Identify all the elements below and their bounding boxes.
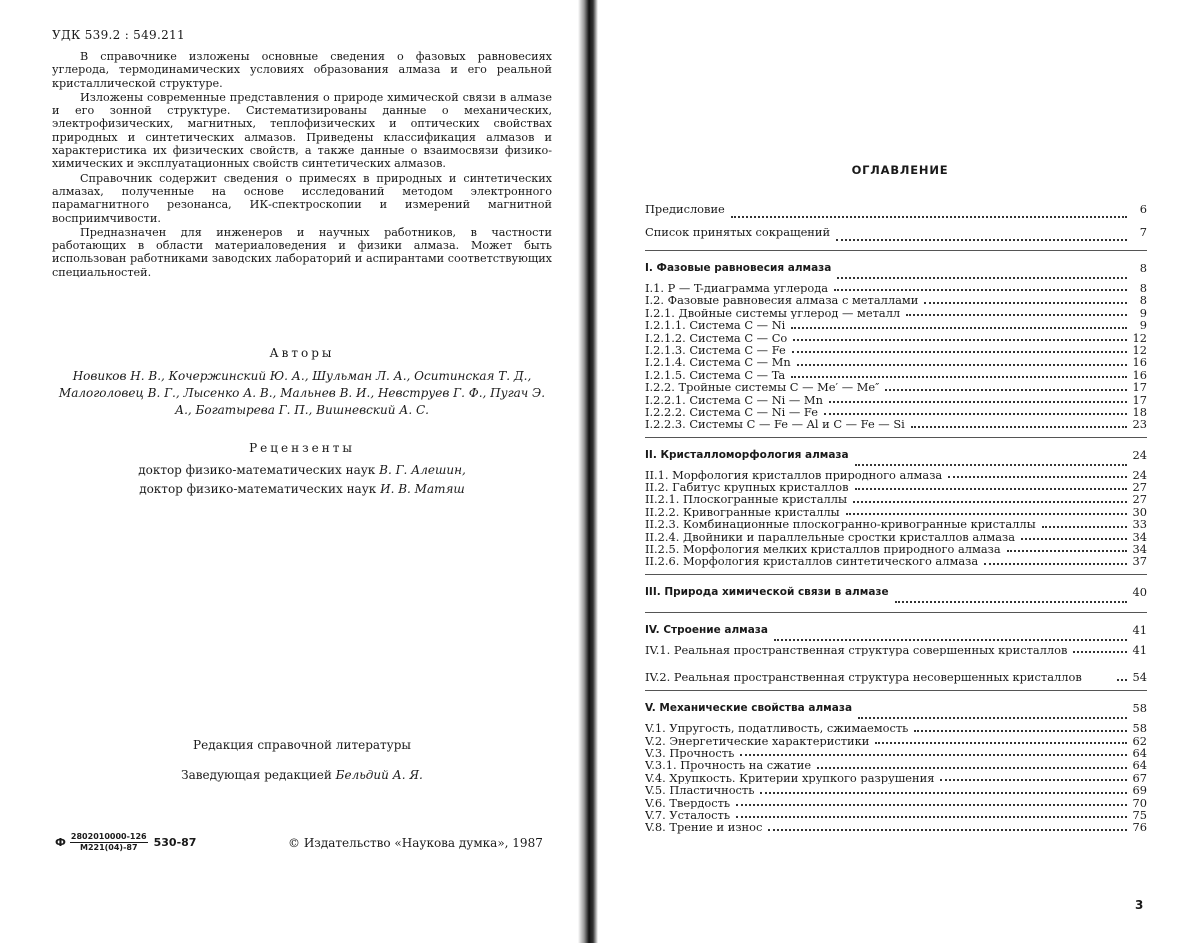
editorial-office: Редакция справочной литературы	[193, 738, 411, 752]
toc-entry-page: 41	[1132, 642, 1147, 657]
toc-entry-title: I.2.1. Двойные системы углерод — металл	[645, 306, 901, 320]
toc-entry	[645, 506, 1147, 518]
abstract-paragraph: Предназначен для инженеров и научных работников, в частности работающих в области материаловедения и физики алмаза. Может быть использован работниками заводских лабораторий и аспирантами соответствующих специальностей.	[52, 225, 552, 279]
toc-leader-dots	[895, 601, 1127, 603]
toc-entry	[645, 418, 1147, 430]
toc-entry-page: 41	[1132, 622, 1147, 637]
toc-leader-dots	[858, 717, 1127, 719]
toc-leader-dots	[792, 351, 1127, 353]
toc-leader-dots	[834, 289, 1127, 291]
toc-leader-dots	[797, 364, 1127, 366]
toc-entry-page: 6	[1139, 202, 1147, 216]
toc-entry-title: V.2. Энергетические характеристики	[645, 734, 870, 747]
toc-entry-page: 23	[1132, 417, 1147, 432]
toc-entry	[645, 493, 1147, 505]
code-fraction	[70, 832, 148, 853]
authors-list: Новиков Н. В., Кочержинский Ю. А., Шульман Л. А., Оситинская Т. Д., Малоголовец В. Г., Лысенко А. В., Мальнев В. И., Невструев Г. Ф., Пугач Э. А., Богатырева Г. П., Вишневский А. С.	[58, 369, 546, 417]
toc-leader-dots	[736, 804, 1127, 806]
left-page	[0, 0, 575, 943]
toc-leader-dots	[984, 563, 1127, 565]
toc-entry	[645, 747, 1147, 759]
book-spine	[578, 0, 598, 943]
toc-leader-dots	[846, 513, 1127, 515]
toc-entry-title: II.2.6. Морфология кристаллов синтетического алмаза	[645, 555, 979, 568]
toc-entry-title: II.2.5. Морфология мелких кристаллов природного алмаза	[645, 543, 1001, 556]
toc-leader-dots	[774, 639, 1127, 641]
section-divider	[645, 574, 1147, 575]
toc-leader-dots	[1117, 679, 1127, 681]
toc-entry-title: I.2. Фазовые равновесия алмаза с металлами	[645, 294, 919, 307]
toc-entry	[645, 759, 1147, 771]
toc-leader-dots	[1021, 538, 1127, 540]
toc-entry	[645, 198, 1147, 221]
page-number: 3	[1135, 898, 1144, 912]
toc-entry-page: 34	[1132, 542, 1147, 557]
toc-leader-dots	[829, 401, 1127, 403]
toc-entry-page: 58	[1132, 721, 1147, 736]
toc-leader-dots	[914, 730, 1127, 732]
toc-entry-title: I.2.2.1. Система C — Ni — Mn	[645, 393, 823, 406]
toc-entry-page: 64	[1132, 745, 1147, 760]
editor-label: Заведующая редакцией	[181, 768, 332, 782]
reviewer	[52, 463, 552, 477]
reviewer-name: И. В. Матяш	[380, 482, 465, 496]
toc-entry-page: 76	[1132, 820, 1147, 835]
toc-entry-title: I.2.1.5. Система C — Ta	[645, 368, 786, 382]
editor-name: Бельдий А. Я.	[335, 768, 423, 782]
right-page	[600, 0, 1200, 943]
toc-entry-title: II.2.2. Кривогранные кристаллы	[645, 505, 840, 519]
toc-leader-dots	[768, 829, 1127, 831]
toc-entry-title: V.4. Хрупкость. Критерии хрупкого разрушения	[645, 771, 935, 785]
toc-entry	[645, 481, 1147, 493]
copyright: © Издательство «Наукова думка», 1987	[288, 836, 543, 850]
toc-entry-title: I.1. P — T-диаграмма углерода	[645, 281, 829, 295]
toc-entry-title: II.2.4. Двойники и параллельные сростки кристаллов алмаза	[645, 530, 1016, 544]
toc-entry-page: 18	[1132, 404, 1147, 419]
toc-entry-page: 34	[1132, 529, 1147, 544]
toc-entry-title: I.2.2.2. Система C — Ni — Fe	[645, 405, 818, 419]
publication-code	[55, 832, 196, 853]
toc-entry-page: 24	[1132, 447, 1147, 462]
toc-entry-title: V. Механические свойства алмаза	[645, 702, 853, 715]
editor-line	[52, 768, 552, 782]
abstract	[52, 50, 552, 280]
toc-entry	[645, 356, 1147, 368]
toc-entry-title: I. Фазовые равновесия алмаза	[645, 262, 832, 274]
toc-entry-title: V.5. Пластичность	[645, 784, 755, 797]
toc-leader-dots	[837, 277, 1127, 279]
toc-entry-title: V.8. Трение и износ	[645, 821, 763, 834]
toc-chapter	[645, 617, 1147, 644]
toc-chapter	[645, 255, 1147, 282]
toc-leader-dots	[1073, 651, 1127, 653]
reviewer-name: В. Г. Алешин,	[379, 463, 466, 477]
toc-entry-title: II.1. Морфология кристаллов природного алмаза	[645, 468, 943, 482]
toc-entry-title: I.2.1.1. Система C — Ni	[645, 319, 786, 332]
toc-entry-page: 33	[1132, 517, 1147, 532]
toc-entry-title: V.3.1. Прочность на сжатие	[645, 759, 812, 772]
abstract-paragraph: Справочник содержит сведения о примесях в природных и синтетических алмазах, полученные на основе исследований методом электронного парамагнитного резонанса, ИК-спектроскопии и измерений магнитной восприимчивости.	[52, 171, 552, 225]
toc-leader-dots	[885, 389, 1127, 391]
toc-entry	[645, 381, 1147, 393]
toc-entry-page: 12	[1132, 342, 1147, 357]
toc-entry-page: 27	[1132, 480, 1147, 495]
toc-entry-title: V.1. Упругость, податливость, сжимаемость	[645, 722, 909, 735]
toc-entry	[645, 784, 1147, 796]
toc-title: ОГЛАВЛЕНИЕ	[851, 163, 949, 177]
toc-entry	[645, 518, 1147, 530]
toc-entry-page: 70	[1132, 795, 1147, 810]
toc-leader-dots	[875, 742, 1127, 744]
toc-leader-dots	[948, 476, 1127, 478]
toc-leader-dots	[924, 302, 1127, 304]
toc-leader-dots	[1007, 550, 1127, 552]
udk-code: УДК 539.2 : 549.211	[52, 28, 185, 42]
toc-entry-title: IV.2. Реальная пространственная структура несовершенных кристаллов	[645, 671, 1082, 685]
toc-leader-dots	[906, 314, 1127, 316]
toc-leader-dots	[736, 816, 1127, 818]
section-divider	[645, 690, 1147, 691]
toc-entry-title: II.2.3. Комбинационные плоскогранно-кривогранные кристаллы	[645, 518, 1036, 531]
toc-entry-title: V.3. Прочность	[645, 746, 735, 760]
toc-entry-title: I.2.1.4. Система C — Mn	[645, 356, 791, 369]
toc-entry	[645, 772, 1147, 784]
table-of-contents	[645, 198, 1147, 834]
toc-leader-dots	[855, 464, 1127, 466]
code-suffix: 530-87	[153, 836, 197, 849]
toc-entry	[645, 821, 1147, 833]
reviewers-heading: Рецензенты	[249, 441, 355, 455]
toc-entry	[645, 722, 1147, 734]
toc-entry	[645, 282, 1147, 294]
toc-entry-title: I.2.1.2. Система C — Co	[645, 331, 788, 344]
toc-leader-dots	[853, 501, 1127, 503]
toc-entry-page: 8	[1139, 280, 1147, 295]
toc-entry	[645, 332, 1147, 344]
toc-entry-page: 30	[1132, 504, 1147, 519]
toc-entry	[645, 344, 1147, 356]
toc-entry-title: Список принятых сокращений	[645, 225, 831, 239]
toc-entry-title: I.2.1.3. Система C — Fe	[645, 343, 786, 357]
reviewer-title: доктор физико-математических наук	[138, 463, 376, 477]
toc-entry-title: I.2.2.3. Системы C — Fe — Al и C — Fe — Si	[645, 418, 905, 431]
toc-entry-page: 40	[1132, 584, 1147, 599]
toc-leader-dots	[824, 413, 1127, 415]
toc-leader-dots	[791, 327, 1127, 329]
toc-entry-page: 8	[1139, 293, 1147, 308]
toc-entry-page: 62	[1132, 733, 1147, 748]
toc-leader-dots	[740, 754, 1127, 756]
toc-entry	[645, 369, 1147, 381]
reviewer-title: доктор физико-математических наук	[139, 482, 377, 496]
toc-leader-dots	[760, 792, 1127, 794]
toc-entry	[645, 531, 1147, 543]
toc-entry-page: 37	[1132, 554, 1147, 569]
toc-entry-page: 64	[1132, 758, 1147, 773]
toc-chapter	[645, 442, 1147, 469]
toc-entry-title: IV. Строение алмаза	[645, 623, 768, 636]
toc-entry-page: 67	[1132, 770, 1147, 785]
toc-leader-dots	[793, 339, 1127, 341]
toc-leader-dots	[817, 767, 1127, 769]
toc-entry-page: 12	[1132, 330, 1147, 345]
toc-entry	[645, 644, 1147, 656]
toc-entry-page: 16	[1132, 367, 1147, 382]
toc-entry	[645, 319, 1147, 331]
toc-entry-page: 9	[1139, 318, 1147, 333]
toc-leader-dots	[911, 426, 1127, 428]
toc-leader-dots	[855, 488, 1127, 490]
toc-entry-page: 8	[1139, 261, 1147, 275]
code-prefix: Ф	[55, 836, 66, 849]
toc-leader-dots	[1042, 526, 1127, 528]
toc-entry	[645, 394, 1147, 406]
toc-entry-title: I.2.2. Тройные системы C — Me′ — Me″	[645, 381, 880, 394]
toc-entry	[645, 735, 1147, 747]
toc-entry-page: 16	[1132, 355, 1147, 370]
toc-entry	[645, 656, 1147, 684]
toc-entry-page: 9	[1139, 305, 1147, 320]
toc-entry-title: V.6. Твердость	[645, 796, 731, 809]
section-divider	[645, 612, 1147, 613]
toc-entry-page: 69	[1132, 783, 1147, 798]
toc-entry	[645, 294, 1147, 306]
code-denominator: М221(04)-87	[79, 843, 138, 852]
toc-entry	[645, 555, 1147, 567]
toc-chapter	[645, 579, 1147, 606]
toc-leader-dots	[940, 779, 1127, 781]
authors-heading: Авторы	[269, 346, 335, 360]
reviewer	[52, 482, 552, 496]
toc-entry	[645, 797, 1147, 809]
toc-entry	[645, 307, 1147, 319]
toc-entry-page: 58	[1132, 701, 1147, 716]
toc-entry-title: III. Природа химической связи в алмазе	[645, 585, 889, 598]
toc-leader-dots	[731, 216, 1127, 218]
toc-entry-title: V.7. Усталость	[645, 808, 731, 822]
toc-entry	[645, 406, 1147, 418]
toc-entry	[645, 543, 1147, 555]
toc-entry	[645, 469, 1147, 481]
toc-entry-page: 27	[1132, 492, 1147, 507]
toc-entry-page: 75	[1132, 807, 1147, 822]
toc-entry-page: 17	[1132, 380, 1147, 395]
section-divider	[645, 437, 1147, 438]
toc-entry-page: 17	[1132, 392, 1147, 407]
toc-leader-dots	[836, 239, 1127, 241]
toc-entry-title: II.2. Габитус крупных кристаллов	[645, 481, 849, 494]
toc-entry-page: 54	[1132, 670, 1147, 685]
toc-entry	[645, 221, 1147, 244]
toc-entry-page: 7	[1139, 225, 1147, 239]
toc-entry	[645, 809, 1147, 821]
toc-leader-dots	[791, 376, 1127, 378]
toc-entry-title: Предисловие	[645, 202, 725, 216]
abstract-paragraph: Изложены современные представления о природе химической связи в алмазе и его зонной структуре. Систематизированы данные о механических, электрофизических, магнитных, теплофизических и оптических свойствах природных и синтетических алмазов. Приведены классификация алмазов и характеристика их физических свойств, а также данные о взаимосвязи физико-химических и эксплуатационных свойств синтетических алмазов.	[52, 90, 552, 171]
toc-chapter	[645, 695, 1147, 722]
code-numerator: 2802010000-126	[70, 832, 147, 841]
abstract-paragraph: В справочнике изложены основные сведения о фазовых равновесиях углерода, термодинамических условиях образования алмаза и его реальной кристаллической структуре.	[52, 50, 552, 90]
toc-entry-page: 24	[1132, 467, 1147, 482]
toc-entry-title: II.2.1. Плоскогранные кристаллы	[645, 493, 848, 506]
toc-entry-title: II. Кристалломорфология алмаза	[645, 448, 849, 461]
section-divider	[645, 250, 1147, 251]
toc-entry-title: IV.1. Реальная пространственная структура совершенных кристаллов	[645, 643, 1068, 657]
